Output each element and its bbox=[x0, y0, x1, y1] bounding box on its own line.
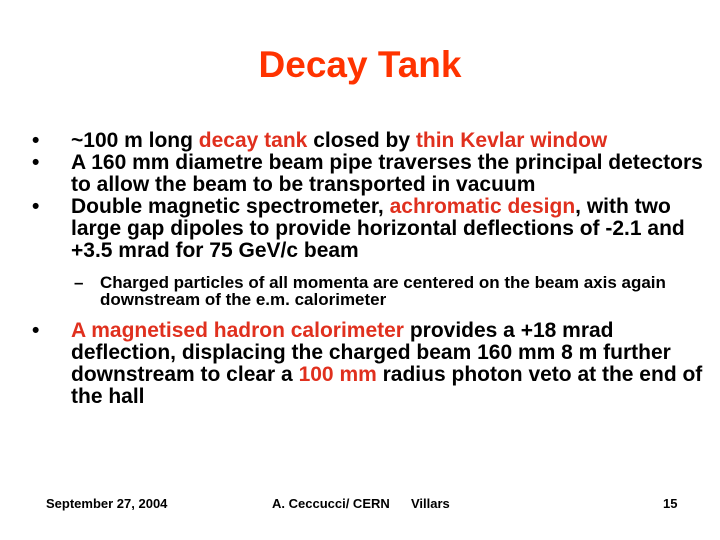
sub-bullet-charged-particles bbox=[32, 274, 704, 308]
bullet-text: provides a +18 mrad deflection, displacing the charged beam 160 mm 8 m further downstream to clear a bbox=[71, 319, 671, 386]
bullet-marker: • bbox=[32, 129, 40, 152]
footer-author: A. Ceccucci/ CERN bbox=[272, 496, 390, 511]
footer-venue: Villars bbox=[411, 496, 450, 511]
sub-bullet-marker: – bbox=[74, 273, 84, 292]
highlight-text: thin Kevlar window bbox=[415, 129, 608, 152]
bullet-marker: • bbox=[32, 151, 40, 174]
bullet-marker: • bbox=[32, 319, 40, 342]
highlight-text: decay tank bbox=[198, 129, 308, 152]
highlight-text: A magnetised hadron calorimeter bbox=[71, 319, 404, 342]
bullet-text: closed by bbox=[307, 129, 416, 152]
bullet-text: , with two large gap dipoles to provide horizontal deflections of -2.1 and +3.5 mrad for 75 GeV/c beam bbox=[71, 195, 685, 262]
sub-bullet-text: Charged particles of all momenta are centered on the beam axis again downstream of the e.m. calorimeter bbox=[100, 273, 666, 309]
bullet-spectrometer bbox=[32, 196, 704, 262]
footer-page-number: 15 bbox=[663, 496, 678, 511]
footer-date: September 27, 2004 bbox=[46, 496, 168, 511]
bullet-hadron-calorimeter bbox=[32, 320, 704, 408]
bullet-list bbox=[32, 130, 704, 408]
bullet-text: radius photon veto at the end of the hall bbox=[71, 363, 703, 408]
bullet-decay-tank bbox=[32, 130, 704, 152]
slide-title: Decay Tank bbox=[258, 44, 462, 85]
bullet-text: Double magnetic spectrometer, bbox=[71, 195, 390, 218]
bullet-text: ~100 m long bbox=[71, 129, 199, 152]
bullet-marker: • bbox=[32, 195, 40, 218]
highlight-text: achromatic design bbox=[389, 195, 576, 218]
highlight-text: 100 mm bbox=[298, 363, 377, 386]
bullet-text: A 160 mm diametre beam pipe traverses the principal detectors to allow the beam to be transported in vacuum bbox=[71, 151, 703, 196]
bullet-beam-pipe bbox=[32, 152, 704, 196]
